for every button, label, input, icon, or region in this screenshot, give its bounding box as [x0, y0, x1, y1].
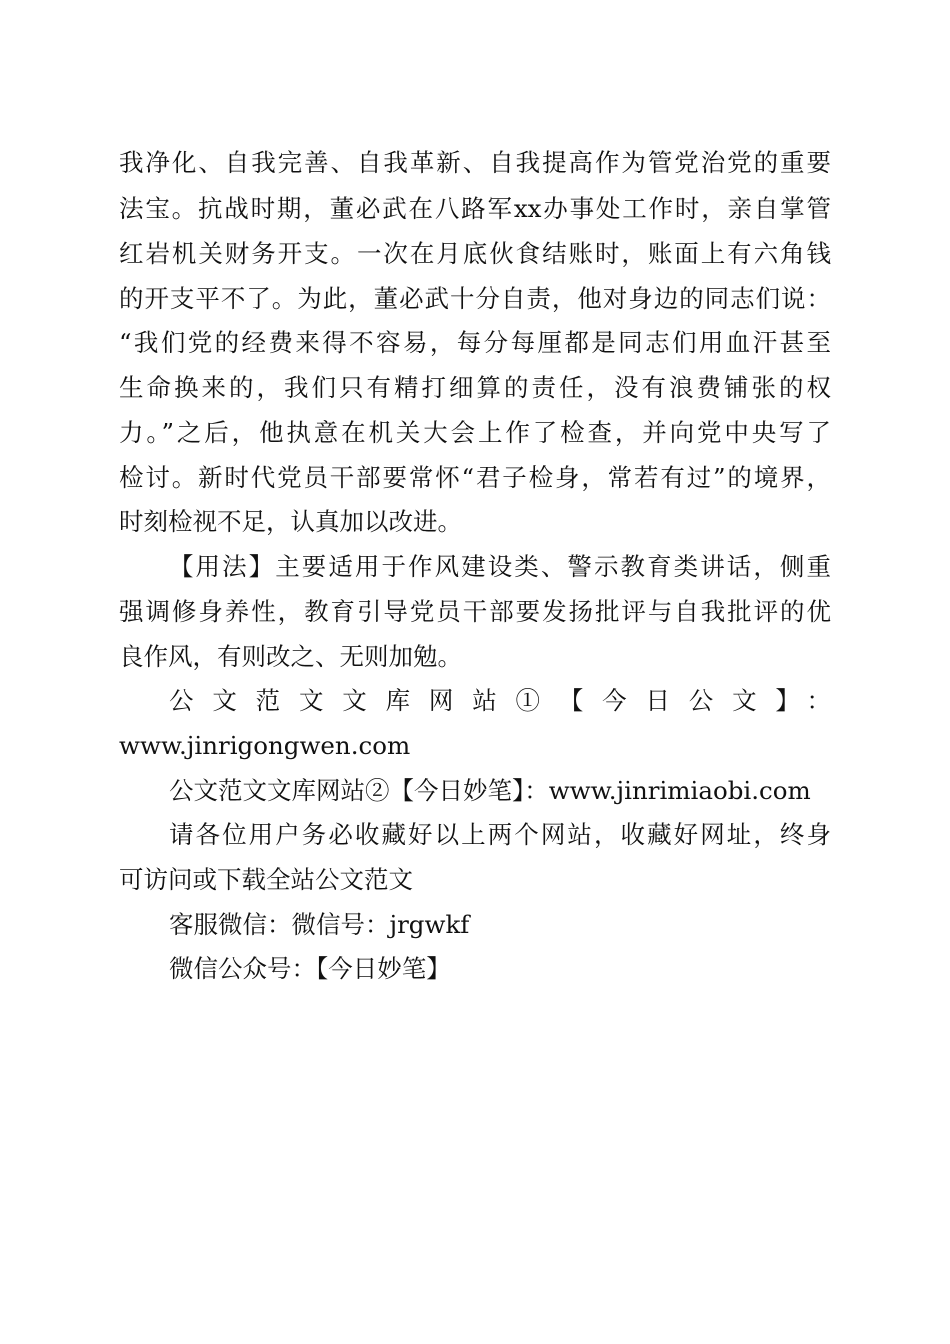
- site-one-label: 公文范文文库网站①【今日公文】：: [169, 686, 831, 715]
- paragraph-line: 生命换来的，我们只有精打细算的责任，没有浪费铺张的权: [119, 373, 831, 402]
- paragraph-line: 红岩机关财务开支。一次在月底伙食结账时，账面上有六角钱: [119, 239, 831, 268]
- site-one-url: www.jinrigongwen.com: [119, 731, 411, 760]
- paragraph-line: 力。”之后，他执意在机关大会上作了检查，并向党中央写了: [119, 418, 831, 447]
- paragraph-line: 的开支平不了。为此，董必武十分自责，他对身边的同志们说：: [119, 284, 831, 313]
- paragraph-line: 法宝。抗战时期，董必武在八路军xx办事处工作时，亲自掌管: [119, 194, 831, 223]
- site-two-line: 公文范文文库网站②【今日妙笔】：www.jinrimiaobi.com: [169, 776, 811, 805]
- paragraph-line: “我们党的经费来得不容易，每分每厘都是同志们用血汗甚至: [119, 328, 831, 357]
- notice-line: 可访问或下载全站公文范文: [119, 865, 413, 894]
- paragraph-line: 时刻检视不足，认真加以改进。: [119, 507, 462, 536]
- notice-line: 请各位用户务必收藏好以上两个网站，收藏好网址，终身: [169, 820, 831, 849]
- usage-paragraph-line: 良作风，有则改之、无则加勉。: [119, 642, 462, 671]
- customer-service-wechat: 客服微信：微信号：jrgwkf: [169, 910, 470, 939]
- official-account: 微信公众号：【今日妙笔】: [169, 954, 451, 983]
- usage-paragraph-line: 强调修身养性，教育引导党员干部要发扬批评与自我批评的优: [119, 597, 831, 626]
- usage-paragraph-line: 【用法】主要适用于作风建设类、警示教育类讲话，侧重: [169, 552, 831, 581]
- paragraph-line: 我净化、自我完善、自我革新、自我提高作为管党治党的重要: [119, 148, 831, 177]
- paragraph-line: 检讨。新时代党员干部要常怀“君子检身，常若有过”的境界，: [119, 463, 831, 492]
